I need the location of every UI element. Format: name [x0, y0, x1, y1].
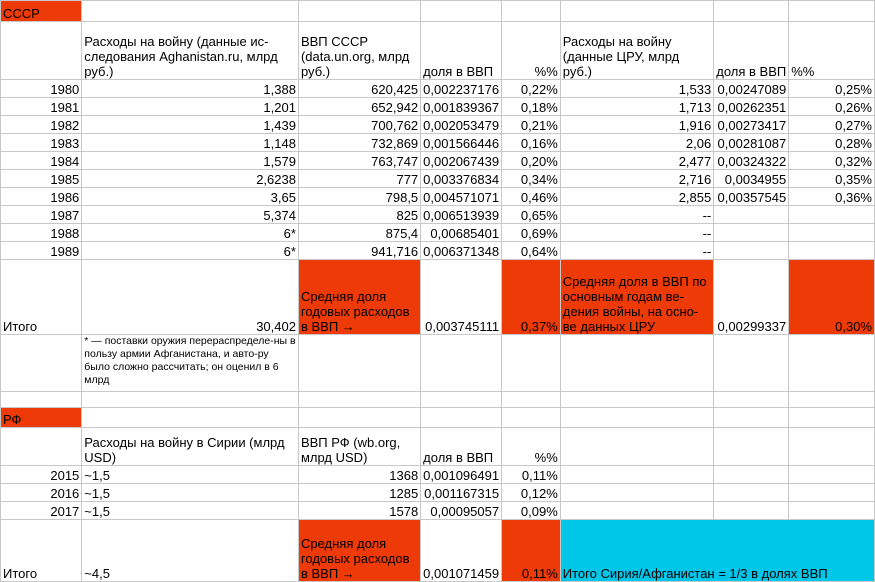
ussr-cell-3[interactable]: 0,006513939 — [421, 206, 502, 224]
ussr-table-row — [1, 206, 875, 224]
ussr-cell-6[interactable]: 0,00262351 — [714, 98, 789, 116]
ussr-table-row — [1, 98, 875, 116]
ussr-cell-5[interactable]: 2,855 — [560, 188, 713, 206]
ussr-cell-3[interactable]: 0,002067439 — [421, 152, 502, 170]
ussr-cell-1[interactable]: 6* — [82, 224, 299, 242]
ussr-cell-3[interactable]: 0,00685401 — [421, 224, 502, 242]
ussr-cell-6[interactable]: 0,00247089 — [714, 80, 789, 98]
rf-cell-2[interactable]: 1578 — [298, 502, 420, 520]
ussr-cell-7[interactable]: 0,26% — [789, 98, 875, 116]
ussr-table-row — [1, 80, 875, 98]
ussr-section — [1, 1, 875, 80]
rf-total-share[interactable]: 0,001071459 — [421, 520, 502, 582]
ussr-cell-4[interactable]: 0,65% — [502, 206, 561, 224]
header-cia-share[interactable]: доля в ВВП — [714, 22, 789, 80]
rf-cell-0[interactable]: 2017 — [1, 502, 82, 520]
ussr-cell-3[interactable]: 0,004571071 — [421, 188, 502, 206]
ussr-cell-1[interactable]: 1,579 — [82, 152, 299, 170]
rf-header-share[interactable]: доля в ВВП — [421, 428, 502, 466]
rf-table-row — [1, 466, 875, 484]
rf-label-row — [1, 408, 875, 428]
ussr-cell-4[interactable]: 0,16% — [502, 134, 561, 152]
ussr-cell-2[interactable]: 825 — [298, 206, 420, 224]
ussr-cell-4[interactable]: 0,21% — [502, 116, 561, 134]
ussr-total-share[interactable]: 0,003745111 — [421, 260, 502, 335]
rf-empty-cell[interactable] — [714, 502, 789, 520]
ussr-cell-4[interactable]: 0,64% — [502, 242, 561, 260]
header-cia-expenses[interactable]: Расходы на войну (данные ЦРУ, млрд руб.) — [560, 22, 713, 80]
rf-cell-3[interactable]: 0,001096491 — [421, 466, 502, 484]
rf-empty-cell[interactable] — [714, 466, 789, 484]
ussr-total-row — [1, 260, 875, 335]
rf-section — [1, 408, 875, 466]
rf-header-pct[interactable]: %% — [502, 428, 561, 466]
rf-summary[interactable]: Итого Сирия/Афганистан = 1/3 в долях ВВП — [560, 520, 874, 582]
header-pct[interactable]: %% — [502, 22, 561, 80]
ussr-cell-0[interactable]: 1984 — [1, 152, 82, 170]
ussr-total-expenses[interactable]: 30,402 — [82, 260, 299, 335]
ussr-table-row — [1, 188, 875, 206]
ussr-cell-5[interactable]: 2,477 — [560, 152, 713, 170]
ussr-cell-6[interactable]: 0,00273417 — [714, 116, 789, 134]
ussr-avg-label[interactable]: Средняя доля годовых расходов в ВВП → — [298, 260, 420, 335]
ussr-table-row — [1, 116, 875, 134]
rf-total-pct[interactable]: 0,11% — [502, 520, 561, 582]
rf-label[interactable]: РФ — [1, 408, 82, 428]
ussr-cell-7[interactable] — [789, 242, 875, 260]
ussr-cell-2[interactable]: 732,869 — [298, 134, 420, 152]
rf-total-expenses[interactable]: ~4,5 — [82, 520, 299, 582]
ussr-cell-2[interactable]: 620,425 — [298, 80, 420, 98]
ussr-cell-2[interactable]: 652,942 — [298, 98, 420, 116]
ussr-cell-4[interactable]: 0,18% — [502, 98, 561, 116]
rf-cell-2[interactable]: 1368 — [298, 466, 420, 484]
ussr-cell-3[interactable]: 0,001566446 — [421, 134, 502, 152]
rf-table-row — [1, 502, 875, 520]
ussr-cell-1[interactable]: 1,439 — [82, 116, 299, 134]
ussr-cell-1[interactable]: 1,148 — [82, 134, 299, 152]
ussr-cell-4[interactable]: 0,22% — [502, 80, 561, 98]
ussr-cell-5[interactable]: -- — [560, 242, 713, 260]
ussr-cell-2[interactable]: 763,747 — [298, 152, 420, 170]
ussr-cell-3[interactable]: 0,001839367 — [421, 98, 502, 116]
ussr-cell-1[interactable]: 5,374 — [82, 206, 299, 224]
rf-cell-4[interactable]: 0,09% — [502, 502, 561, 520]
ussr-total-label[interactable]: Итого — [1, 260, 82, 335]
ussr-cell-2[interactable]: 777 — [298, 170, 420, 188]
ussr-header-row — [1, 22, 875, 80]
ussr-cell-4[interactable]: 0,69% — [502, 224, 561, 242]
ussr-cell-6[interactable] — [714, 206, 789, 224]
blank-row — [1, 392, 875, 408]
ussr-data-rows — [1, 80, 875, 260]
ussr-cia-total-pct[interactable]: 0,30% — [789, 260, 875, 335]
ussr-cell-7[interactable] — [789, 206, 875, 224]
rf-cell-3[interactable]: 0,001167315 — [421, 484, 502, 502]
rf-cell-4[interactable]: 0,12% — [502, 484, 561, 502]
ussr-cia-avg-label[interactable]: Средняя доля в ВВП по основным годам ве-дения войны, на осно-ве данных ЦРУ — [560, 260, 713, 335]
ussr-cell-1[interactable]: 1,201 — [82, 98, 299, 116]
ussr-cell-7[interactable] — [789, 224, 875, 242]
rf-cell-0[interactable]: 2015 — [1, 466, 82, 484]
ussr-label-row — [1, 1, 875, 22]
ussr-cell-0[interactable]: 1980 — [1, 80, 82, 98]
ussr-label[interactable]: СССР — [1, 1, 82, 22]
ussr-cell-1[interactable]: 6* — [82, 242, 299, 260]
rf-cell-1[interactable]: ~1,5 — [82, 502, 299, 520]
rf-empty-cell[interactable] — [560, 502, 713, 520]
rf-header-row — [1, 428, 875, 466]
ussr-cell-5[interactable]: 1,533 — [560, 80, 713, 98]
ussr-cell-3[interactable]: 0,006371348 — [421, 242, 502, 260]
rf-avg-label[interactable]: Средняя доля годовых расходов в ВВП → — [298, 520, 420, 582]
ussr-footnote-row — [1, 335, 875, 392]
ussr-cell-3[interactable]: 0,003376834 — [421, 170, 502, 188]
ussr-cell-0[interactable]: 1986 — [1, 188, 82, 206]
header-cia-pct[interactable]: %% — [789, 22, 875, 80]
ussr-table-row — [1, 170, 875, 188]
ussr-cell-5[interactable]: 1,916 — [560, 116, 713, 134]
rf-data-rows — [1, 466, 875, 520]
ussr-cell-6[interactable] — [714, 224, 789, 242]
ussr-footnote[interactable]: * — поставки оружия перераспределе-ны в пользу армии Афганистана, и авто-ру было сложно рассчитать; он оценил в 6 млрд — [82, 335, 299, 392]
ussr-cell-5[interactable]: 1,713 — [560, 98, 713, 116]
ussr-cell-4[interactable]: 0,46% — [502, 188, 561, 206]
ussr-cell-0[interactable]: 1981 — [1, 98, 82, 116]
rf-total-label[interactable]: Итого — [1, 520, 82, 582]
ussr-cell-4[interactable]: 0,34% — [502, 170, 561, 188]
rf-total-row — [1, 520, 875, 582]
rf-cell-2[interactable]: 1285 — [298, 484, 420, 502]
ussr-total-section — [1, 260, 875, 408]
rf-table-row — [1, 484, 875, 502]
ussr-cell-7[interactable]: 0,35% — [789, 170, 875, 188]
rf-empty-cell[interactable] — [789, 484, 875, 502]
header-share[interactable]: доля в ВВП — [421, 22, 502, 80]
ussr-cell-6[interactable]: 0,0034955 — [714, 170, 789, 188]
ussr-cell-0[interactable]: 1988 — [1, 224, 82, 242]
rf-cell-4[interactable]: 0,11% — [502, 466, 561, 484]
ussr-cell-7[interactable]: 0,25% — [789, 80, 875, 98]
ussr-table-row — [1, 152, 875, 170]
rf-cell-1[interactable]: ~1,5 — [82, 484, 299, 502]
ussr-cell-5[interactable]: 2,716 — [560, 170, 713, 188]
rf-empty-cell[interactable] — [789, 466, 875, 484]
rf-empty-cell[interactable] — [789, 502, 875, 520]
ussr-cell-3[interactable]: 0,002237176 — [421, 80, 502, 98]
ussr-cell-2[interactable]: 700,762 — [298, 116, 420, 134]
ussr-cell-2[interactable]: 941,716 — [298, 242, 420, 260]
header-expenses[interactable]: Расходы на войну (данные ис-следования Aghanistan.ru, млрд руб.) — [82, 22, 299, 80]
rf-empty-cell[interactable] — [560, 466, 713, 484]
ussr-cell-0[interactable]: 1982 — [1, 116, 82, 134]
ussr-cell-5[interactable]: -- — [560, 224, 713, 242]
ussr-cell-1[interactable]: 1,388 — [82, 80, 299, 98]
ussr-cell-6[interactable] — [714, 242, 789, 260]
header-gdp[interactable]: ВВП СССР (data.un.org, млрд руб.) — [298, 22, 420, 80]
ussr-cell-6[interactable]: 0,00324322 — [714, 152, 789, 170]
ussr-table-row — [1, 134, 875, 152]
ussr-cell-7[interactable]: 0,27% — [789, 116, 875, 134]
rf-cell-0[interactable]: 2016 — [1, 484, 82, 502]
ussr-cell-2[interactable]: 798,5 — [298, 188, 420, 206]
ussr-cell-3[interactable]: 0,002053479 — [421, 116, 502, 134]
ussr-cell-2[interactable]: 875,4 — [298, 224, 420, 242]
ussr-table-row — [1, 242, 875, 260]
ussr-cell-7[interactable]: 0,36% — [789, 188, 875, 206]
ussr-cell-5[interactable]: -- — [560, 206, 713, 224]
rf-cell-1[interactable]: ~1,5 — [82, 466, 299, 484]
ussr-cell-5[interactable]: 2,06 — [560, 134, 713, 152]
ussr-cell-7[interactable]: 0,28% — [789, 134, 875, 152]
rf-empty-cell[interactable] — [560, 484, 713, 502]
rf-empty-cell[interactable] — [714, 484, 789, 502]
ussr-cell-1[interactable]: 2,6238 — [82, 170, 299, 188]
ussr-cell-1[interactable]: 3,65 — [82, 188, 299, 206]
ussr-cell-7[interactable]: 0,32% — [789, 152, 875, 170]
rf-header-expenses[interactable]: Расходы на войну в Сирии (млрд USD) — [82, 428, 299, 466]
ussr-cell-6[interactable]: 0,00281087 — [714, 134, 789, 152]
ussr-cell-0[interactable]: 1987 — [1, 206, 82, 224]
ussr-cell-4[interactable]: 0,20% — [502, 152, 561, 170]
ussr-cell-0[interactable]: 1985 — [1, 170, 82, 188]
rf-header-gdp[interactable]: ВВП РФ (wb.org, млрд USD) — [298, 428, 420, 466]
ussr-table-row — [1, 224, 875, 242]
ussr-cell-6[interactable]: 0,00357545 — [714, 188, 789, 206]
ussr-cia-total-share[interactable]: 0,00299337 — [714, 260, 789, 335]
ussr-total-pct[interactable]: 0,37% — [502, 260, 561, 335]
rf-total-section — [1, 520, 875, 582]
rf-cell-3[interactable]: 0,00095057 — [421, 502, 502, 520]
ussr-cell-0[interactable]: 1989 — [1, 242, 82, 260]
ussr-cell-0[interactable]: 1983 — [1, 134, 82, 152]
